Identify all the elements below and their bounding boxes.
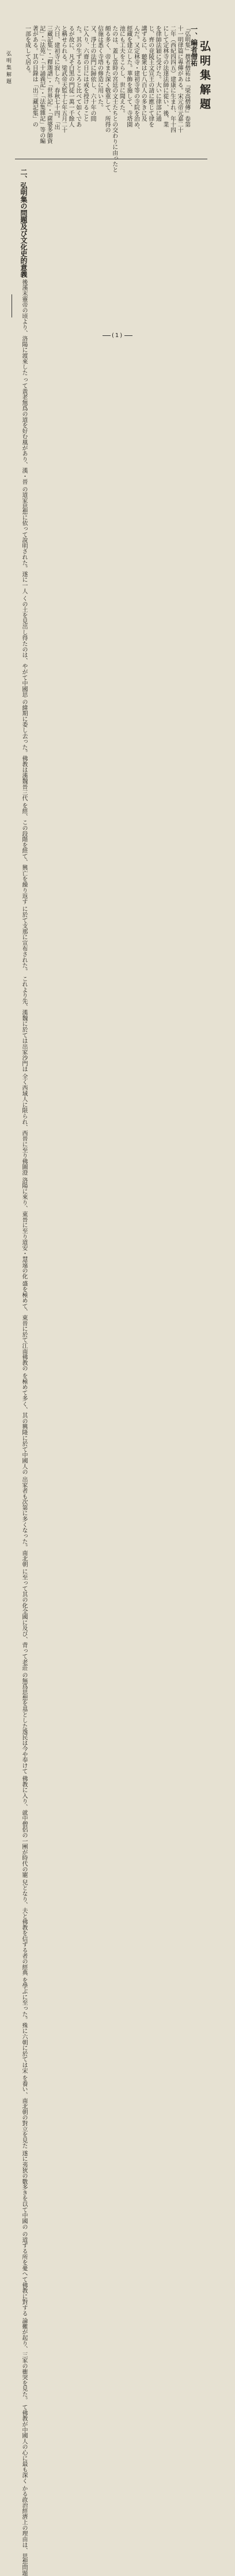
text-line: 記」・「法苑」・「十誦義記」・「法集雜記」等の編 xyxy=(38,25,45,144)
section-heading: 二、弘明集の問題及び文化史的意義 xyxy=(20,169,28,278)
text-line: 全く西域人に限られ、西晉に至り佛圖澄 xyxy=(21,1074,27,1176)
text-line: 一部を成して居る。 xyxy=(24,25,31,77)
text-line: 二年（西紀四四五）建康に生まれ、年十四 xyxy=(169,25,176,133)
text-line: た。其の生ずるところと比べて如くであ xyxy=(74,25,81,128)
text-line: を養い、南北朝の對立を見た xyxy=(21,2075,27,2149)
text-line: 著がある。其の目錄は「出三藏記集」の xyxy=(31,25,38,128)
text-line: を極めて多く、其の興隆に於て中國人の xyxy=(21,1373,27,1475)
text-line: の道ずる所を憂へて佛教に對する xyxy=(21,2231,27,2316)
section-heading: 一、編者僧祐 xyxy=(189,25,198,66)
text-line: 出家者も次第に多くなった。南北朝 xyxy=(21,1476,27,1567)
text-line: 信施は悉く寺塔の修造に用いた。 xyxy=(96,25,103,111)
text-line: 頗る多く、帝もまた深く敬重して、所得の xyxy=(104,25,111,133)
page-number-block: (1) xyxy=(101,332,134,339)
text-line: 遂に夷狄の數多きを以て中國の xyxy=(21,2150,27,2230)
text-line: を學ぶに至った。殊に六朝に於ては宋 xyxy=(21,1977,27,2074)
text-line: って黃老無爲の道を好む風があり、漢・晉 xyxy=(21,377,27,485)
text-line: 講ずるに、聽衆は七八百人の多きに及 xyxy=(140,25,147,122)
text-line: の道家思想に依って說明された。遂に一人 xyxy=(21,486,27,594)
text-line: と稱せられる。梁武帝天監十七年五月二十 xyxy=(60,25,67,133)
text-line: の緯期に委し去った。佛教は漢魏晉三代 xyxy=(21,699,27,801)
lower-section xyxy=(20,169,28,2576)
text-line: 經藏を建立した。華飾を施して、寺塔園 xyxy=(125,25,132,128)
text-line: 又、淨土の法門に歸依し、六十年の間 xyxy=(89,25,96,122)
text-line: かる政治經濟上の理由は、思想問題 xyxy=(21,2485,27,2576)
text-line: を經、この段階を經て、興亡を繰り返す xyxy=(21,802,27,904)
text-line: 盛を極めて、東晉に於て江南佛教の xyxy=(21,1280,27,1371)
text-line: 三藏記集」・「釋迦譜」・「世界記」・「薩婆多師資 xyxy=(46,25,52,144)
text-line: に至って其の化全國に及び、背って老莊 xyxy=(21,1568,27,1671)
text-line: に於て支那に宣布された。 xyxy=(21,906,27,974)
page-title: 弘明集解題 xyxy=(198,40,211,113)
running-head: 弘明集解題 xyxy=(5,51,11,85)
text-line: たのは、蓋し當時の宮廷の文士たちとの交わりに由ったと xyxy=(111,25,117,173)
text-line: じ、齊の竟陵王文宣王の請に應じて律を xyxy=(147,25,154,128)
text-line: るが故に、凡そ白黑の門徒一萬一千餘人 xyxy=(67,25,74,128)
text-line: 池にも工夫をこらし、世に聞えた。 xyxy=(118,25,125,116)
text-line: 洛陽に來り、東晉に至り道安・慧遠の化 xyxy=(21,1177,27,1279)
dash-decoration xyxy=(103,335,111,336)
text-line: 『弘明集』撰者僧祐は『梁高僧傳』卷第 xyxy=(183,25,190,128)
text-line: くの土を見出し得たのは、やがて中國思 xyxy=(21,595,27,698)
text-line: 兒となり、夫と佛教を信ずる者の經典 xyxy=(21,1879,27,1976)
text-line: 十一明律篇に專傳がある。宋元帝元嘉二十 xyxy=(176,25,183,133)
text-line: を律師法穎に受けた。大いに律部に通 xyxy=(154,25,161,122)
text-line: んだ。又定林寺・建初寺等の寺院を治め、 xyxy=(132,25,139,133)
text-line: 六日、建初寺に寂した。春秋七十四。「出 xyxy=(52,25,59,130)
text-line: 論難が起り、三家の衝突を見た。 xyxy=(21,2317,27,2403)
text-line: これより先、漢魏に於ては出家沙門は xyxy=(21,975,27,1072)
text-line: て佛教が中國人の心に最も深く xyxy=(21,2404,27,2484)
text-line: に入り、六齋の日には戒を授けること xyxy=(82,25,89,122)
text-line: 後漢末靈帝の頃より、洛陽に渡來した xyxy=(21,279,27,376)
upper-section xyxy=(23,25,198,173)
text-line: にして定林寺の法達法師に從い、後、業 xyxy=(161,25,168,128)
dash-decoration xyxy=(124,335,132,336)
text-line: 佛教に入り、就中僧侶の一團が時代の寵 xyxy=(21,1775,27,1878)
page-number: 1 xyxy=(115,332,120,339)
text-line: の無爲思想を基とした逸民は今や奉けて xyxy=(21,1672,27,1774)
